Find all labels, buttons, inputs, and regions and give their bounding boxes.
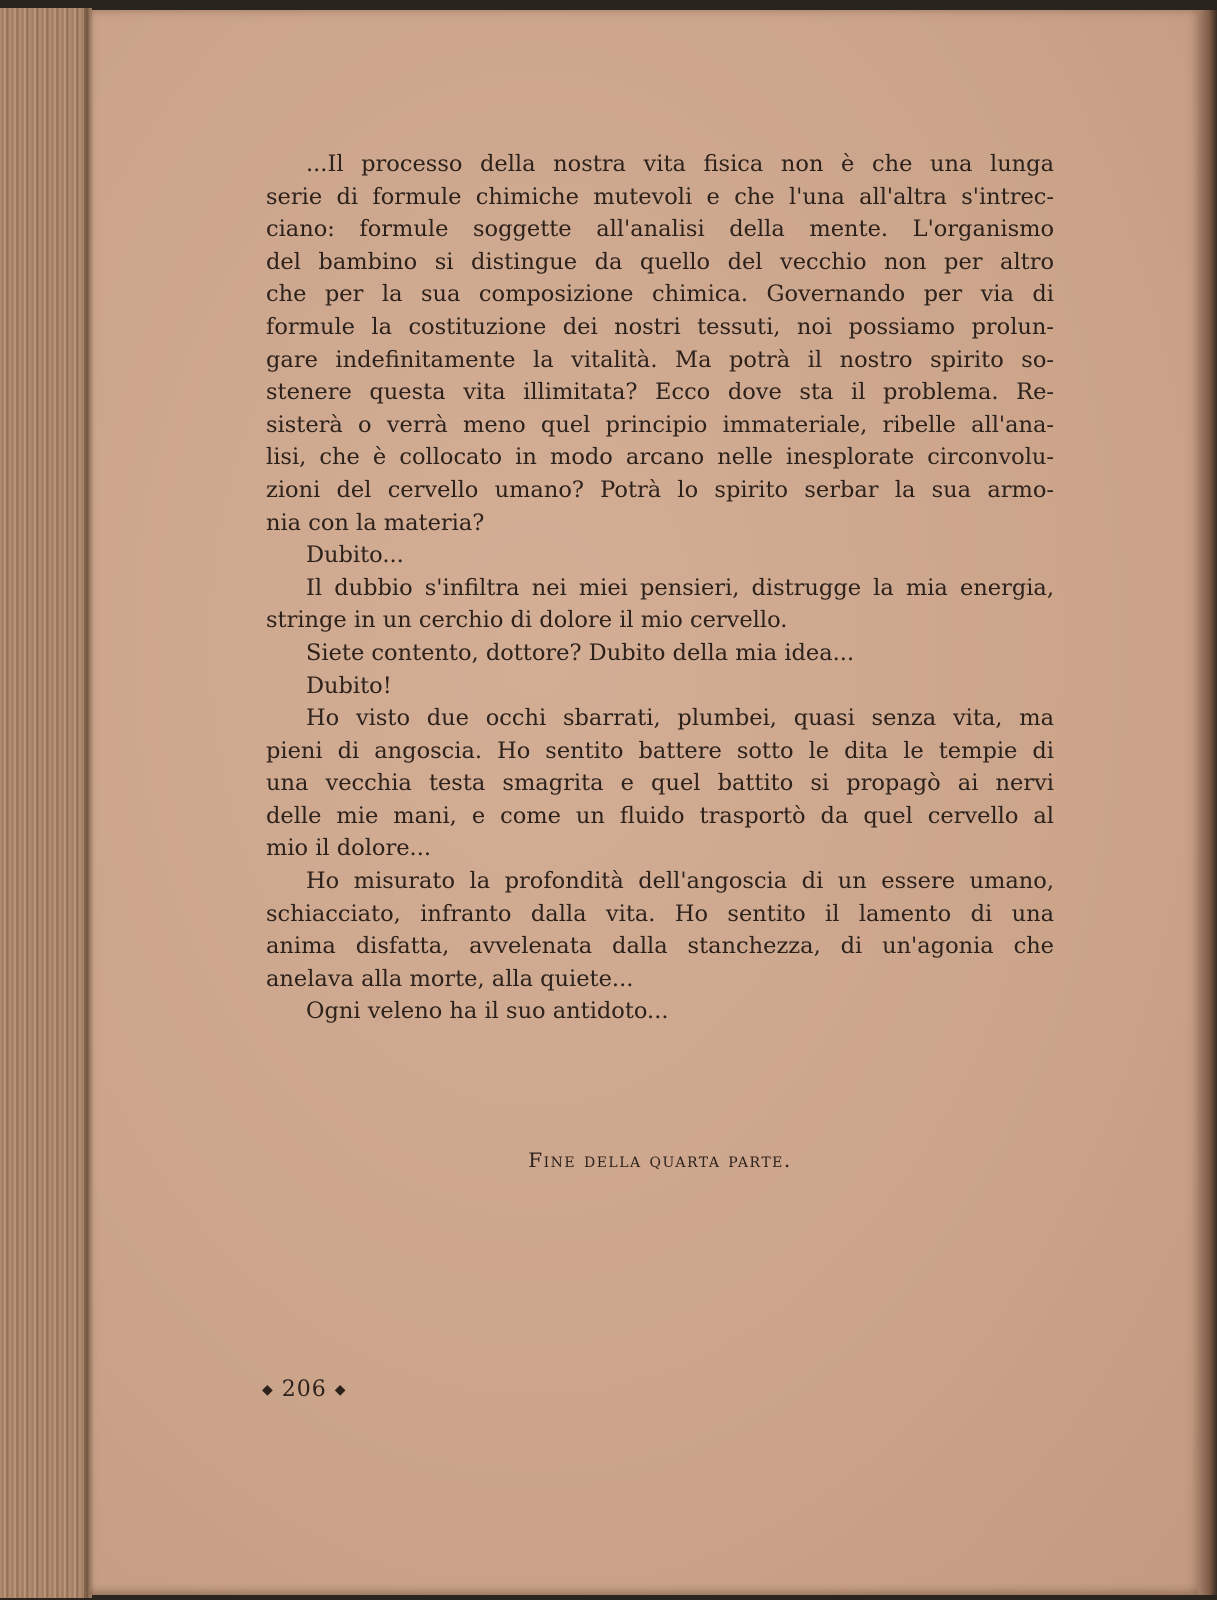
right-page-edge	[1198, 10, 1217, 1595]
end-of-part-heading: Fine della quarta parte.	[528, 1148, 792, 1172]
text-line: stringe in un cerchio di dolore il mio cervello.	[266, 607, 788, 634]
text-line: lisi, che è collocato in modo arcano nelle inesplorate circonvolu-	[266, 444, 1054, 471]
text-line: pieni di angoscia. Ho sentito battere sotto le dita le tempie di	[266, 737, 1054, 764]
text-line: Dubito!	[306, 672, 392, 699]
text-line: Siete contento, dottore? Dubito della mia idea...	[306, 639, 855, 666]
text-line: Il dubbio s'infiltra nei miei pensieri, distrugge la mia energia,	[306, 574, 1054, 601]
book-page-edges	[0, 8, 92, 1598]
text-line: serie di formule chimiche mutevoli e che l'una all'altra s'intrec-	[266, 183, 1054, 210]
text-line: gare indefinitamente la vitalità. Ma potrà il nostro spirito so-	[266, 346, 1054, 373]
text-line: del bambino si distingue da quello del vecchio non per altro	[266, 248, 1054, 275]
text-line: formule la costituzione dei nostri tessuti, noi possiamo prolun-	[266, 313, 1054, 340]
text-line: ciano: formule soggette all'analisi della mente. L'organismo	[266, 216, 1054, 243]
text-line: nia con la materia?	[266, 509, 485, 536]
text-line: delle mie mani, e come un fluido trasportò da quel cervello al	[266, 802, 1054, 829]
text-line: ...Il processo della nostra vita fisica non è che una lunga	[306, 151, 1054, 177]
text-line: schiacciato, infranto dalla vita. Ho sentito il lamento di una	[266, 900, 1054, 927]
text-line: anelava alla morte, alla quiete...	[266, 965, 634, 992]
text-line: zioni del cervello umano? Potrà lo spirito serbar la sua armo-	[266, 476, 1054, 503]
ornament-left-icon: ◆	[262, 1382, 274, 1398]
text-line: una vecchia testa smagrita e quel battito si propagò ai nervi	[266, 770, 1054, 797]
text-line: anima disfatta, avvelenata dalla stanchezza, di un'agonia che	[266, 933, 1054, 960]
text-line: Ogni veleno ha il suo antidoto...	[306, 998, 669, 1025]
ornament-right-icon: ◆	[334, 1382, 347, 1398]
text-line: Dubito...	[306, 542, 404, 569]
body-text	[266, 148, 1054, 1028]
page-number	[262, 1377, 347, 1402]
text-line: Ho misurato la profondità dell'angoscia di un essere umano,	[306, 868, 1054, 895]
text-line: che per la sua composizione chimica. Governando per via di	[266, 281, 1054, 308]
gutter-shadow	[84, 8, 94, 1598]
text-line: stenere questa vita illimitata? Ecco dove sta il problema. Re-	[266, 379, 1054, 406]
page-number-value: 206	[281, 1377, 327, 1402]
text-line: Ho visto due occhi sbarrati, plumbei, quasi senza vita, ma	[306, 705, 1054, 732]
text-line: mio il dolore...	[266, 835, 431, 862]
text-line: sisterà o verrà meno quel principio immateriale, ribelle all'ana-	[266, 411, 1054, 438]
